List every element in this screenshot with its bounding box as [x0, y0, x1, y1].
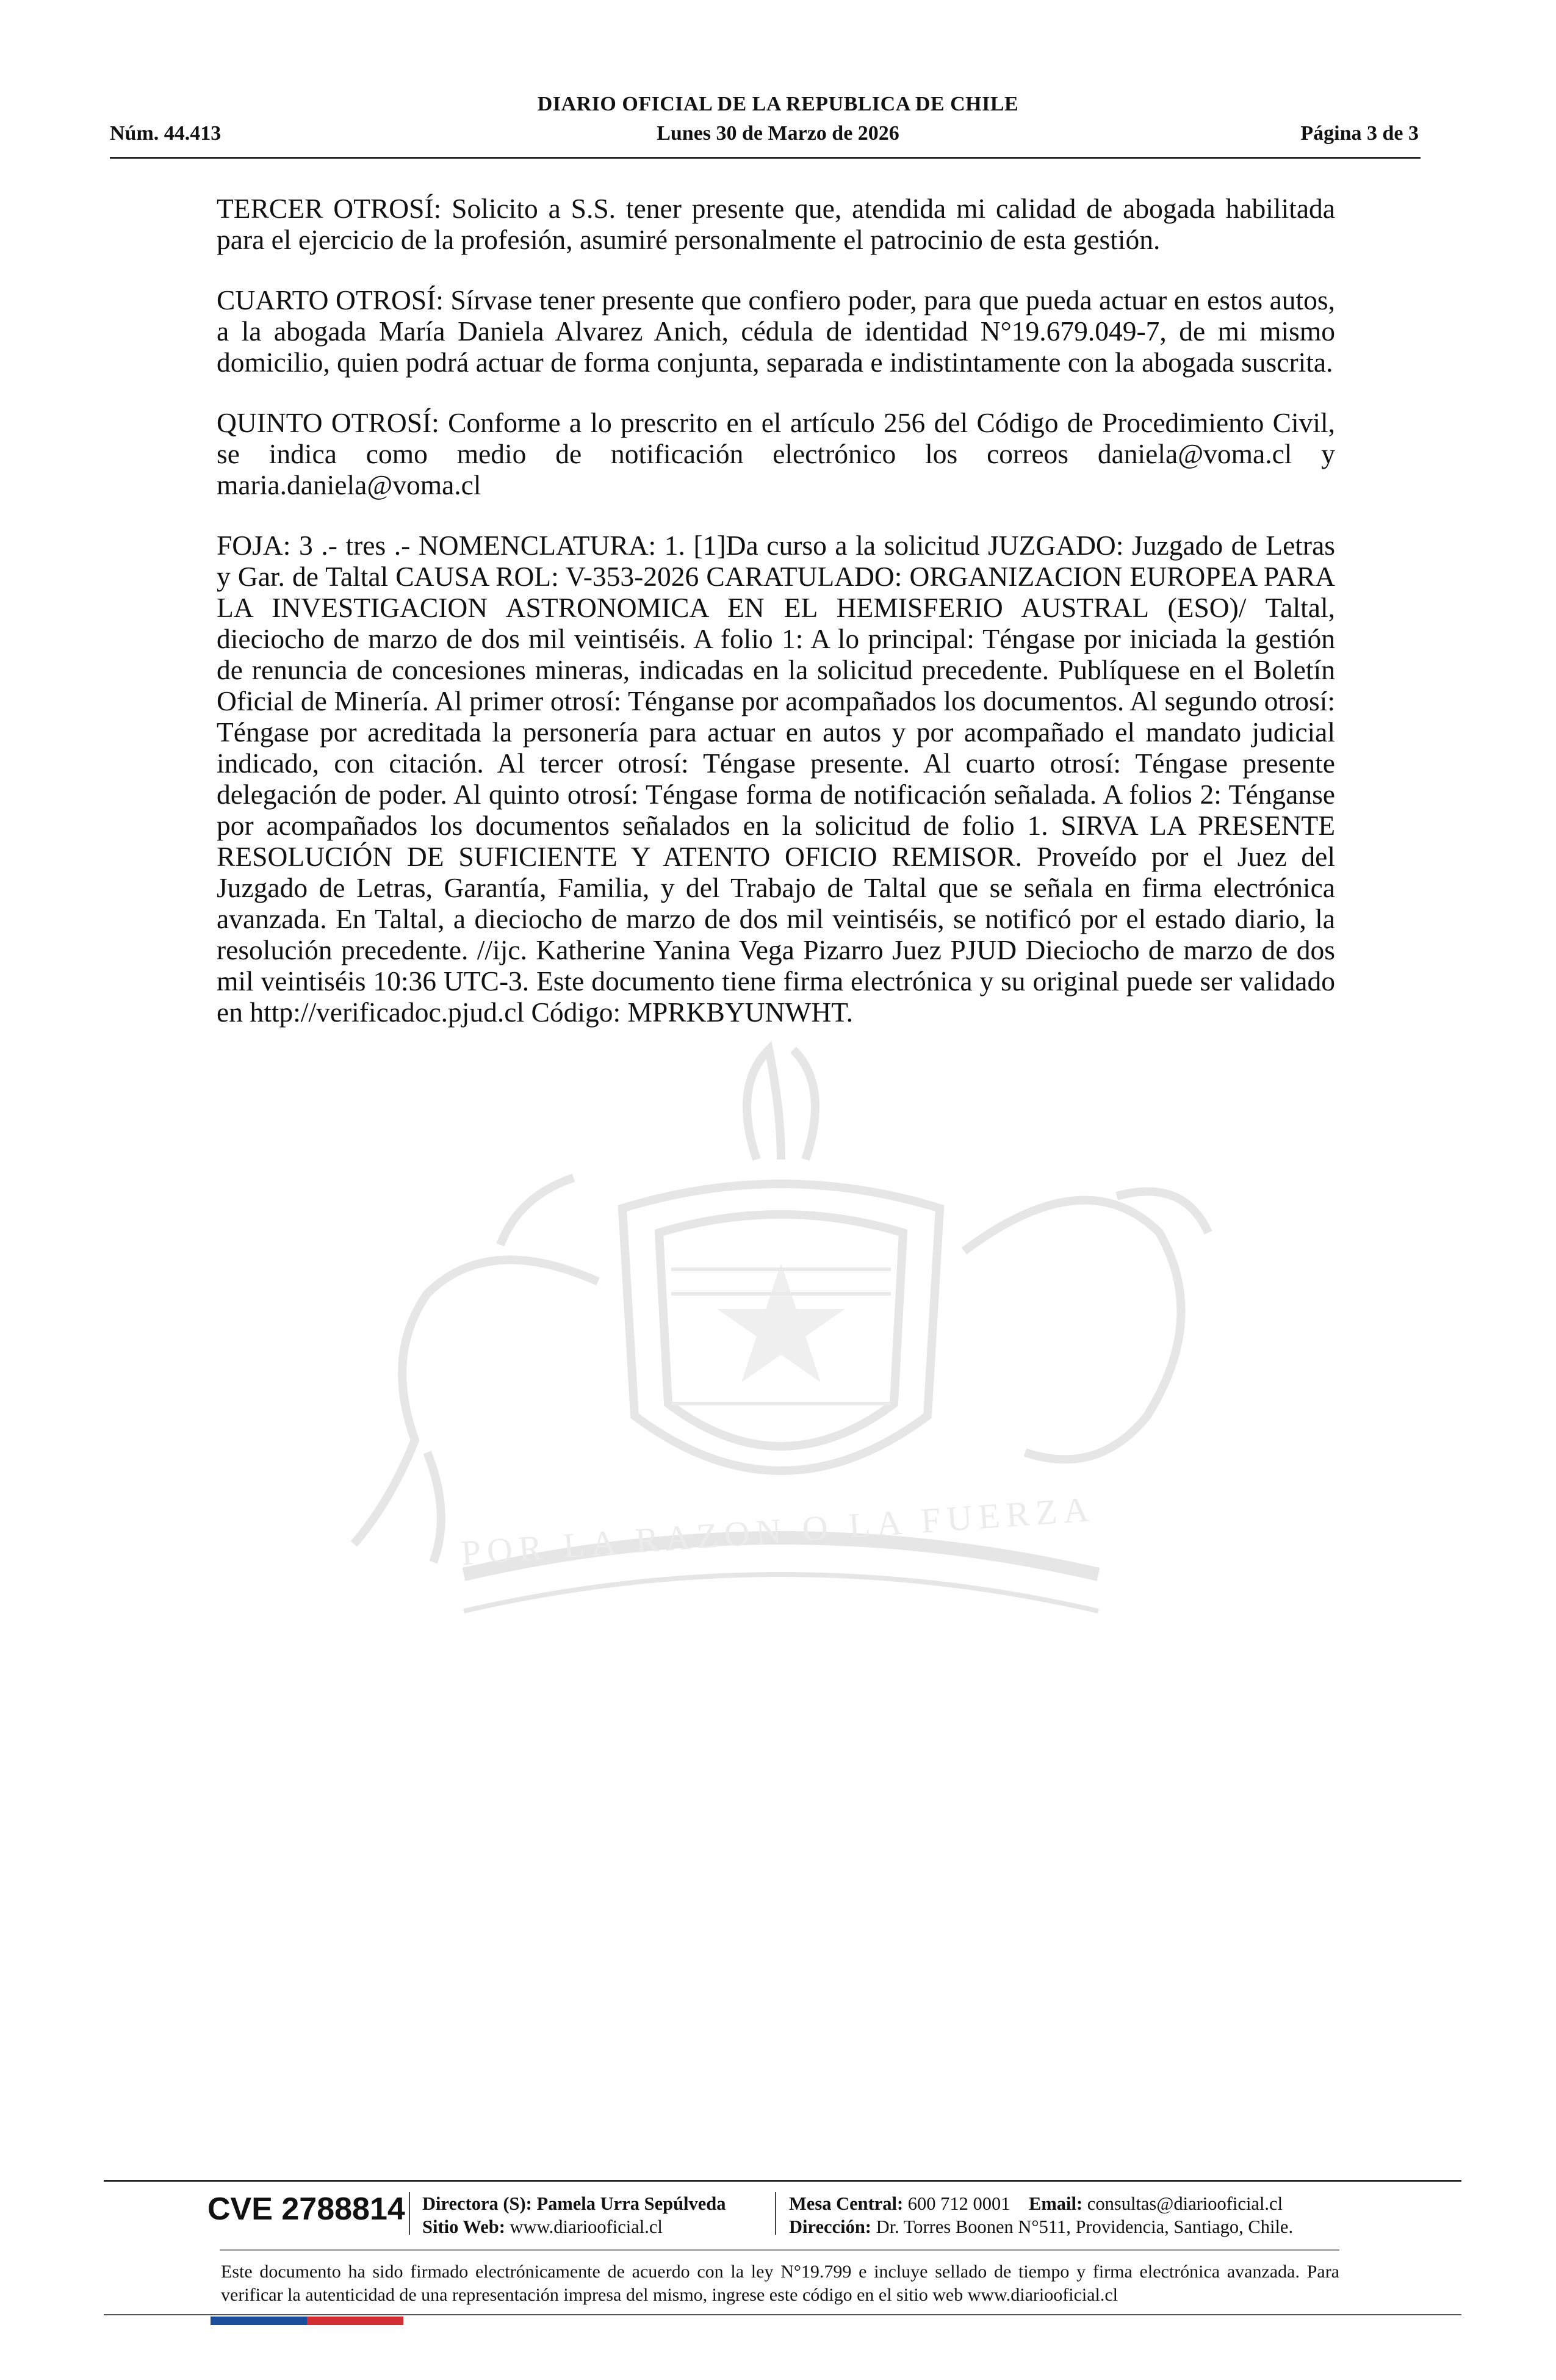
footer-separator	[409, 2192, 410, 2235]
document-body	[217, 193, 1335, 1057]
website-link[interactable]: www.diariooficial.cl	[510, 2216, 663, 2237]
director-label: Directora (S):	[422, 2193, 532, 2214]
flag-stripe-red	[307, 2317, 403, 2325]
email-label: Email:	[1029, 2193, 1083, 2214]
footer-contact-left	[422, 2192, 726, 2238]
phone-label: Mesa Central:	[789, 2193, 904, 2214]
paragraph-tercer-otrosi: TERCER OTROSÍ: Solicito a S.S. tener presente que, atendida mi calidad de abogada habilitada para el ejercicio de la profesión, asumiré personalmente el patrocinio de esta gestión.	[217, 193, 1335, 255]
issue-number: Núm. 44.413	[110, 122, 222, 145]
publication-title: DIARIO OFICIAL DE LA REPUBLICA DE CHILE	[537, 93, 1019, 115]
cve-code: CVE 2788814	[207, 2191, 405, 2227]
address-label: Dirección:	[789, 2216, 871, 2237]
footer-bottom-divider	[104, 2314, 1461, 2315]
paragraph-cuarto-otrosi: CUARTO OTROSÍ: Sírvase tener presente que confiero poder, para que pueda actuar en estos autos, a la abogada María Daniela Alvarez Anich, cédula de identidad N°19.679.049-7, de mi mismo domicilio, quien podrá actuar de forma conjunta, separada e indistintamente con la abogada suscrita.	[217, 284, 1335, 378]
footer-contact-right	[789, 2192, 1293, 2238]
website-label: Sitio Web:	[422, 2216, 505, 2237]
phone-value: 600 712 0001	[907, 2193, 1010, 2214]
signature-notice: Este documento ha sido firmado electrónicamente de acuerdo con la ley N°19.799 e incluye sellado de tiempo y firma electrónica avanzada. Para verificar la autenticidad de una representación impresa del mismo, ingrese este código en el sitio web www.diariooficial.cl	[221, 2262, 1339, 2305]
director-name: Pamela Urra Sepúlveda	[536, 2193, 726, 2214]
footer-mid-divider	[220, 2249, 1339, 2251]
header-divider	[110, 157, 1421, 159]
footer-separator	[775, 2192, 776, 2235]
paragraph-resolution: FOJA: 3 .- tres .- NOMENCLATURA: 1. [1]Da curso a la solicitud JUZGADO: Juzgado de Letras y Gar. de Taltal CAUSA ROL: V-353-2026 CARATULADO: ORGANIZACION EUROPEA PARA LA INVESTIGACION ASTRONOMICA EN EL HEMISFERIO AUSTRAL (ESO)/ Taltal, dieciocho de marzo de dos mil veintiséis. A folio 1: A lo principal: Téngase por iniciada la gestión de renuncia de concesiones mineras, indicadas en la solicitud precedente. Publíquese en el Boletín Oficial de Minería. Al primer otrosí: Ténganse por acompañados los documentos. Al segundo otrosí: Téngase por acreditada la personería para actuar en autos y por acompañado el mandato judicial indicado, con citación. Al tercer otrosí: Téngase presente. Al cuarto otrosí: Téngase presente delegación de poder. Al quinto otrosí: Téngase forma de notificación señalada. A folios 2: Ténganse por acompañados los documentos señalados en la solicitud de folio 1. SIRVA LA PRESENTE RESOLUCIÓN DE SUFICIENTE Y ATENTO OFICIO REMISOR. Proveído por el Juez del Juzgado de Letras, Garantía, Familia, y del Trabajo de Taltal que se señala en firma electrónica avanzada. En Taltal, a dieciocho de marzo de dos mil veintiséis, se notificó por el estado diario, la resolución precedente. //ijc. Katherine Yanina Vega Pizarro Juez PJUD Dieciocho de marzo de dos mil veintiséis 10:36 UTC-3. Este documento tiene firma electrónica y su original puede ser validado en http://verificadoc.pjud.cl Código: MPRKBYUNWHT.	[217, 530, 1335, 1028]
address-value: Dr. Torres Boonen N°511, Providencia, Santiago, Chile.	[876, 2216, 1294, 2237]
issue-date: Lunes 30 de Marzo de 2026	[657, 122, 899, 145]
watermark-motto: POR LA RAZON O LA FUERZA	[459, 1488, 1097, 1573]
paragraph-quinto-otrosi: QUINTO OTROSÍ: Conforme a lo prescrito en el artículo 256 del Código de Procedimiento Civil, se indica como medio de notificación electrónico los correos daniela@voma.cl y maria.daniela@voma.cl	[217, 407, 1335, 500]
footer-top-divider	[104, 2180, 1461, 2182]
page-number: Página 3 de 3	[1300, 122, 1419, 145]
flag-stripe-blue	[211, 2317, 307, 2325]
email-link[interactable]: consultas@diariooficial.cl	[1087, 2193, 1283, 2214]
